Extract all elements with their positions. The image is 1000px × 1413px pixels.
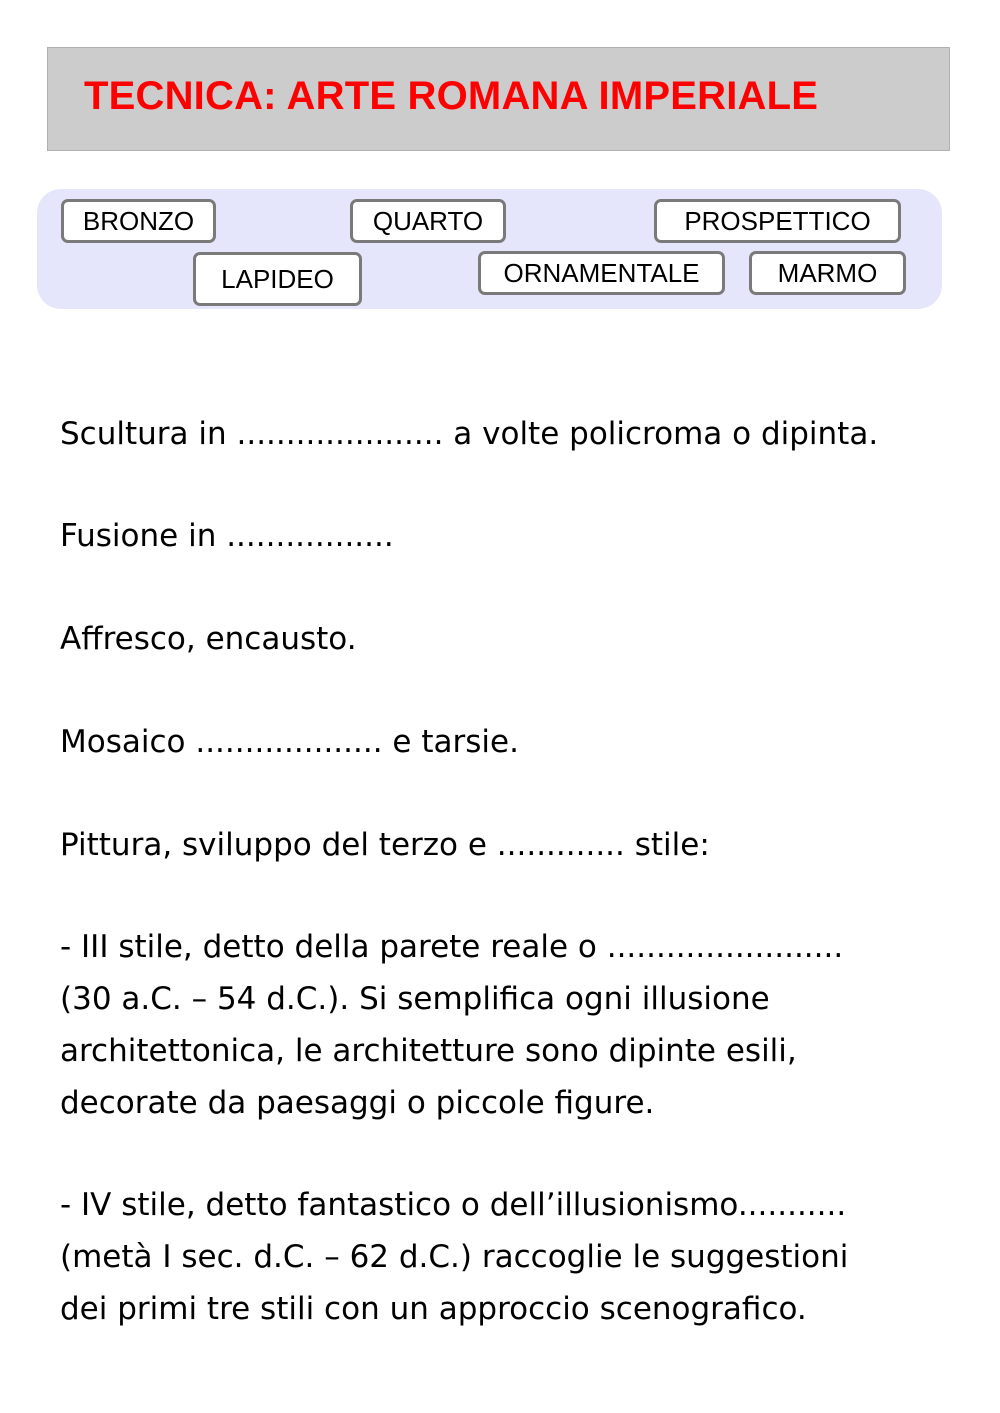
exercise-line-fusione: Fusione in ................. (60, 518, 394, 554)
word-chip-lapideo[interactable]: LAPIDEO (193, 252, 362, 306)
exercise-line-iv-date: (metà I sec. d.C. – 62 d.C.) raccoglie le suggestioni (60, 1239, 849, 1275)
exercise-line-affresco: Affresco, encausto. (60, 621, 357, 657)
exercise-line-iii-date: (30 a.C. – 54 d.C.). Si semplifica ogni illusione (60, 981, 770, 1017)
word-chip-prospettico[interactable]: PROSPETTICO (654, 199, 901, 243)
exercise-line-iii-desc-1: architettonica, le architetture sono dipinte esili, (60, 1033, 797, 1069)
word-chip-quarto[interactable]: QUARTO (350, 199, 506, 243)
exercise-line-pittura: Pittura, sviluppo del terzo e ............. stile: (60, 827, 710, 863)
exercise-line-mosaico: Mosaico ................... e tarsie. (60, 724, 519, 760)
title-banner (47, 47, 950, 151)
exercise-line-iv-desc: dei primi tre stili con un approccio scenografico. (60, 1291, 807, 1327)
exercise-line-iv-stile: - IV stile, detto fantastico o dell’illusionismo........... (60, 1187, 847, 1223)
exercise-line-scultura: Scultura in ..................... a volte policroma o dipinta. (60, 416, 879, 452)
exercise-line-iii-stile: - III stile, detto della parete reale o ........................ (60, 929, 844, 965)
word-bank (37, 189, 942, 309)
word-chip-marmo[interactable]: MARMO (749, 251, 906, 295)
word-chip-bronzo[interactable]: BRONZO (61, 199, 216, 243)
exercise-line-iii-desc-2: decorate da paesaggi o piccole figure. (60, 1085, 655, 1121)
word-chip-ornamentale[interactable]: ORNAMENTALE (478, 251, 725, 295)
page-title: TECNICA: ARTE ROMANA IMPERIALE (84, 74, 819, 118)
